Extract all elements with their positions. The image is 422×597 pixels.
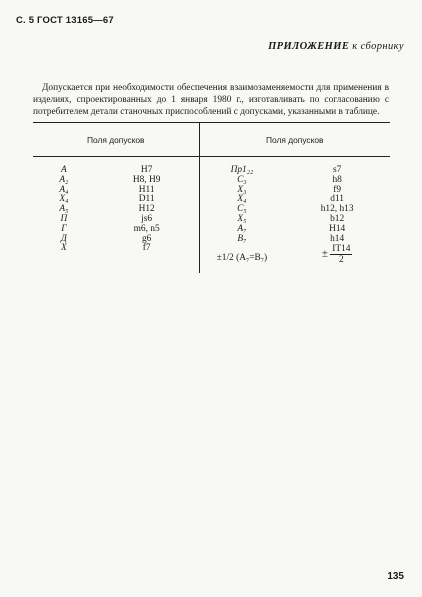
fraction bbox=[330, 244, 352, 265]
right-symbol: C₃ bbox=[237, 174, 247, 185]
left-field: f7 bbox=[95, 244, 199, 254]
appendix-title bbox=[268, 41, 404, 52]
right-symbol: C₅ bbox=[237, 204, 247, 215]
left-field bbox=[95, 255, 199, 274]
right-field: h14 bbox=[330, 233, 345, 244]
right-field: h12, h13 bbox=[320, 204, 354, 215]
right-field: h8 bbox=[332, 174, 342, 185]
left-symbol: A₅ bbox=[59, 204, 69, 215]
table-row bbox=[33, 244, 390, 254]
left-field: H7 bbox=[95, 157, 199, 176]
right-symbol: X₃ bbox=[237, 184, 247, 195]
appendix-title-rest: к сборнику bbox=[352, 41, 404, 52]
right-field: f9 bbox=[333, 184, 342, 195]
right-field: d11 bbox=[330, 194, 344, 205]
right-symbol: A₇ bbox=[237, 223, 247, 234]
fraction-denominator: 2 bbox=[338, 255, 344, 266]
left-symbol: X₄ bbox=[59, 194, 69, 205]
left-symbol bbox=[33, 255, 95, 274]
page-header: С. 5 ГОСТ 13165—67 bbox=[16, 15, 114, 26]
intro-paragraph: Допускается при необходимости обеспечения взаимозаменяемости для применения в изделиях, спроектированных до 1 января 1980 г., изготавливать по согласованию с потребителем детали станочных приспособлений с допусками, указанными в таблице. bbox=[33, 83, 389, 118]
right-field: b12 bbox=[330, 213, 345, 224]
right-symbol: X₅ bbox=[237, 213, 247, 224]
left-symbol: X bbox=[61, 243, 67, 254]
left-symbol: Д bbox=[60, 233, 67, 244]
left-symbol: Г bbox=[61, 223, 67, 234]
fraction-numerator: IT14 bbox=[332, 244, 351, 255]
left-field: D11 bbox=[95, 195, 199, 205]
right-symbol: B₇ bbox=[237, 233, 247, 244]
left-symbol: A₂ bbox=[59, 174, 69, 185]
right-field: s7 bbox=[332, 165, 342, 175]
left-symbol: A₄ bbox=[59, 184, 69, 195]
left-field: H11 bbox=[95, 186, 199, 196]
right-symbol: Пр1₂₂ bbox=[230, 165, 254, 175]
left-symbol: П bbox=[60, 213, 68, 224]
left-symbol: A bbox=[61, 165, 67, 175]
plusminus-sign: ± bbox=[321, 247, 328, 260]
left-field: H12 bbox=[95, 205, 199, 215]
right-symbol-plusminus: ±1/2 (A₇=B₇) bbox=[216, 252, 268, 263]
left-field: g6 bbox=[95, 235, 199, 245]
table-header-row bbox=[33, 123, 390, 157]
left-field: js6 bbox=[95, 215, 199, 225]
table-row bbox=[33, 235, 390, 245]
table-header-right: Поля допусков bbox=[199, 123, 390, 157]
table-row bbox=[33, 157, 390, 176]
left-field: m6, n5 bbox=[95, 225, 199, 235]
right-field: H14 bbox=[329, 223, 346, 234]
tolerance-table bbox=[33, 122, 390, 273]
right-field-fraction bbox=[284, 244, 390, 273]
appendix-title-caps: ПРИЛОЖЕНИЕ bbox=[268, 41, 350, 52]
table-header-left: Поля допусков bbox=[33, 123, 199, 157]
right-symbol: X₄ bbox=[237, 194, 247, 205]
page-number: 135 bbox=[387, 571, 404, 582]
left-field: H8, H9 bbox=[95, 176, 199, 186]
